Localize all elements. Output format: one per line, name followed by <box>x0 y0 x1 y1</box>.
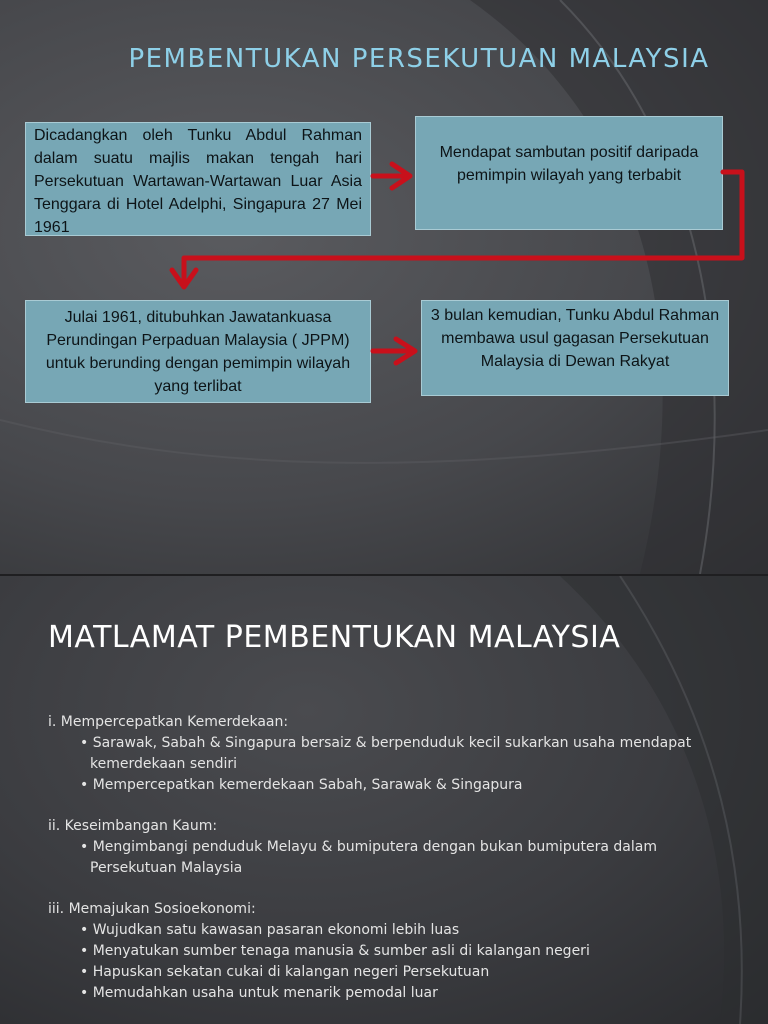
slide-title: PEMBENTUKAN PERSEKUTUAN MALAYSIA <box>128 44 710 74</box>
list-item: • Mengimbangi penduduk Melayu & bumiputera dengan bukan bumiputera dalam Persekutuan Malaysia <box>80 839 657 876</box>
step-box-proposal: Dicadangkan oleh Tunku Abdul Rahman dalam suatu majlis makan tengah hari Persekutuan Wartawan-Wartawan Luar Asia Tenggara di Hotel Adelphi, Singapura 27 Mei 1961 <box>25 122 371 236</box>
goals-list <box>48 712 738 1004</box>
section-heading: ii. Keseimbangan Kaum: <box>48 818 218 834</box>
section-heading: iii. Memajukan Sosioekonomi: <box>48 901 256 917</box>
arrow-connector-line <box>184 172 742 283</box>
list-item: • Mempercepatkan kemerdekaan Sabah, Sarawak & Singapura <box>80 777 523 793</box>
section-heading: i. Mempercepatkan Kemerdekaan: <box>48 714 289 730</box>
list-item: • Wujudkan satu kawasan pasaran ekonomi lebih luas <box>80 922 460 938</box>
list-item: • Hapuskan sekatan cukai di kalangan negeri Persekutuan <box>80 964 490 980</box>
step-box-dewan-rakyat: 3 bulan kemudian, Tunku Abdul Rahman membawa usul gagasan Persekutuan Malaysia di Dewan Rakyat <box>421 300 729 396</box>
list-item: • Sarawak, Sabah & Singapura bersaiz & berpenduduk kecil sukarkan usaha mendapat kemerdekaan sendiri <box>80 735 692 772</box>
slide-2-title: MATLAMAT PEMBENTUKAN MALAYSIA <box>48 620 621 655</box>
list-item: • Memudahkan usaha untuk menarik pemodal luar <box>80 985 438 1001</box>
step-box-response: Mendapat sambutan positif daripada pemimpin wilayah yang terbabit <box>415 116 723 230</box>
step-box-jppm: Julai 1961, ditubuhkan Jawatankuasa Perundingan Perpaduan Malaysia ( JPPM) untuk berunding dengan pemimpin wilayah yang terlibat <box>25 300 371 403</box>
list-item: • Menyatukan sumber tenaga manusia & sumber asli di kalangan negeri <box>80 943 590 959</box>
